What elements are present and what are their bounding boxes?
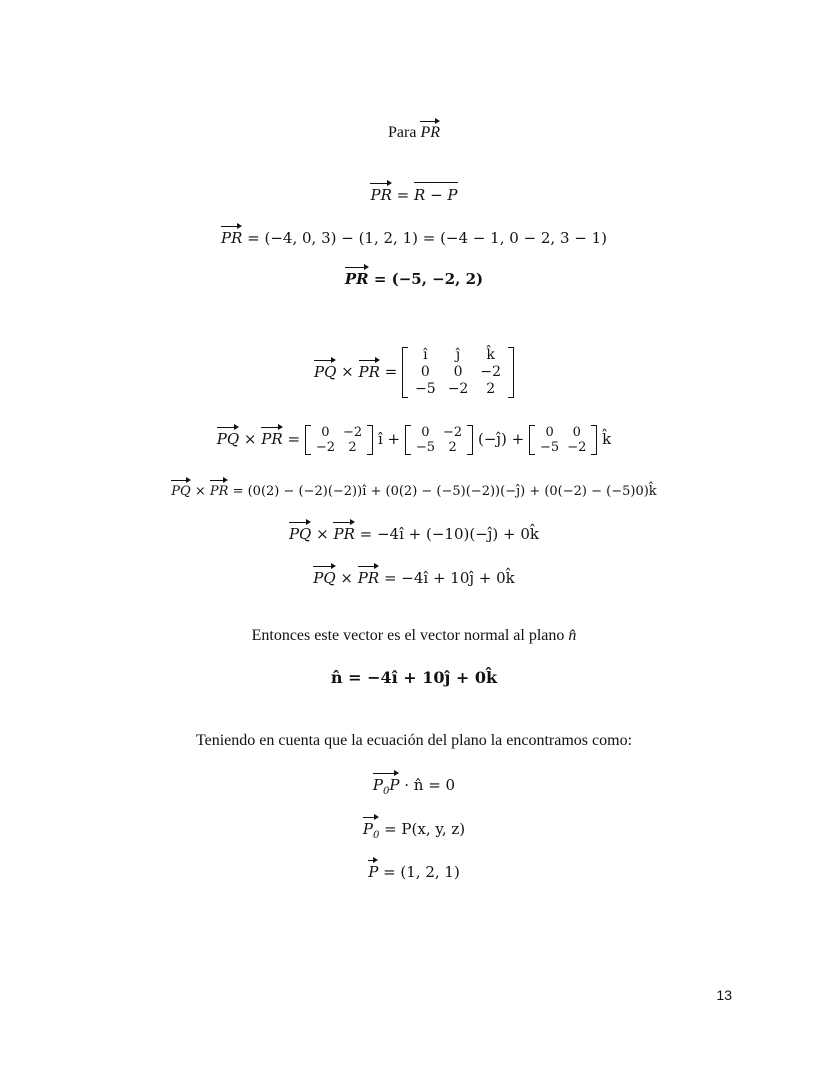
cross-product-determinant: PQ × PR = î ĵ k̂ 0 0 −2 −5 −2 2 (0, 347, 828, 398)
normal-vector-text: Entonces este vector es el vector normal al plano n̂ (251, 627, 577, 644)
vector-p0: $P_0$ (363, 816, 379, 846)
vector-p0p: $P_0P$ (373, 772, 400, 802)
equation-cross-result: PQ × PR = −4î + 10ĵ + 0k̂ (0, 565, 828, 588)
minor-matrix-2: 0 −2 −5 2 (405, 425, 473, 455)
plane-equation-text: Teniendo en cuenta que la ecuación del plano la encontramos como: (195, 732, 633, 749)
heading: Para PR (0, 120, 828, 143)
plane-equation-p: P = (1, 2, 1) (0, 859, 828, 882)
normal-vector-equation: n̂ = −4î + 10ĵ + 0k̂ (330, 668, 498, 687)
equation-pr-substitution: PR = (−4, 0, 3) − (1, 2, 1) = (−4 − 1, 0 − 2, 3 − 1) (0, 225, 828, 248)
plane-equation-dot: $P_0P$ · n̂ = 0 (0, 772, 828, 802)
minor-matrix-1: 0 −2 −2 2 (305, 425, 373, 455)
plane-equation-point: $P_0 = P(x$, y, z) (0, 816, 828, 846)
heading-vector: PR (420, 120, 440, 143)
minor-matrix-3: 0 0 −5 −2 (529, 425, 597, 455)
cofactor-expansion: PQ × PR = 0 −2 −2 2 î + 0 −2 −5 2 (−ĵ) + 0 0 −5 −2 k̂ (216, 425, 612, 455)
equation-pr-definition: PR = R − P (0, 182, 828, 205)
page-number: 13 (716, 987, 732, 1003)
equation-step: PQ × PR = −4î + (−10)(−ĵ) + 0k̂ (0, 521, 828, 544)
determinant-matrix: î ĵ k̂ 0 0 −2 −5 −2 2 (402, 347, 514, 398)
equation-expanded: PQ × PR = (0(2) − (−2)(−2))î + (0(2) − (−5)(−2))(−ĵ) + (0(−2) − (−5)0)k̂ (0, 479, 828, 502)
equation-pr-result: PR = (−5, −2, 2) (0, 266, 828, 289)
